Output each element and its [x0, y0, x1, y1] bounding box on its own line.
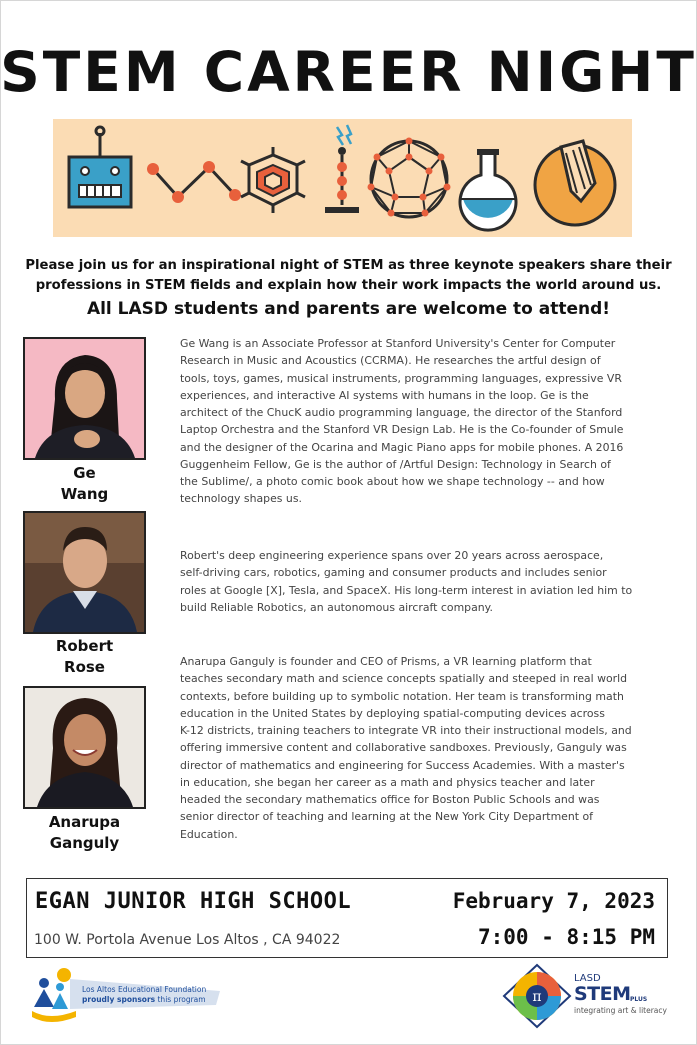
welcome-heading: All LASD students and parents are welcome to attend!	[86, 299, 611, 319]
stem-icon-banner	[53, 119, 632, 237]
flask-icon	[460, 149, 516, 230]
sponsor-name: Los Altos Educational Foundation	[82, 985, 207, 994]
intro-text	[14, 256, 683, 295]
laef-sponsor-logo	[30, 965, 230, 1025]
people-icon	[32, 978, 76, 1022]
page-title: STEM CAREER NIGHT	[0, 40, 697, 104]
school-name: EGAN JUNIOR HIGH SCHOOL	[35, 889, 352, 914]
stem-logo-tagline: integrating art & literacy	[574, 1006, 667, 1015]
speaker-photo-anarupa-ganguly	[23, 686, 146, 809]
stem-logo-plus: PLUS	[630, 996, 648, 1003]
antenna-icon	[325, 125, 359, 213]
stem-diamond-icon	[502, 963, 572, 1029]
sponsor-tagline-rest: this program	[155, 995, 206, 1004]
speaker-name-anarupa-ganguly: Anarupa Ganguly	[48, 813, 121, 852]
event-date: February 7, 2023	[452, 889, 655, 913]
speaker-photo-ge-wang	[23, 337, 146, 460]
line-graph-icon	[147, 161, 241, 203]
svg-text:π: π	[532, 989, 542, 1005]
network-sphere-icon	[368, 138, 451, 218]
speaker-name-ge-wang: Ge Wang	[60, 464, 109, 503]
intro-line-1: Please join us for an inspirational night of STEM as three keynote speakers share their	[25, 258, 672, 273]
stem-logo-district: LASD	[574, 973, 601, 984]
sponsor-tagline	[82, 995, 206, 1004]
sun-icon	[57, 968, 71, 982]
intro-line-2: professions in STEM fields and explain how their work impacts the world around us.	[35, 277, 662, 293]
pencil-circle-icon	[535, 141, 615, 225]
speaker-bio-anarupa-ganguly: Anarupa Ganguly is founder and CEO of Prisms, a VR learning platform that teaches secondary math and science concepts spatially and steeped in real world contexts, before building up to symbolic notation. Her team is transforming math education in the United States by deploying spatial-computing devices across K-12 districts, training teachers to integrate VR into their instructional models, and offering immersive content and collaborative sandboxes. Previously, Ganguly was director of mathematics and engineering for Success Academies. With a master's in education, she began her career as a math and physics teacher and later headed the secondary mathematics office for Boston Public Schools and was senior director of teaching and learning at the New York City Department of Education.	[180, 655, 632, 841]
speaker-bio-ge-wang: Ge Wang is an Associate Professor at Stanford University's Center for Computer Research in Music and Acoustics (CCRMA). He researches the artful design of tools, toys, games, musical instruments, programming languages, expressive VR experiences, and interactive AI systems with humans in the loop. Ge is the architect of the ChucK audio programming language, the director of the Stanford Laptop Orchestra and the Stanford VR Design Lab. He is the Co-founder of Smule and the designer of the Ocarina and Magic Piano apps for mobile phones. A 2016 Guggenheim Fellow, Ge is the author of /Artful Design: Technology in Search of the Sublime/, a photo comic book about how we shape technology -- and how technology shapes us.	[180, 337, 624, 506]
robot-icon	[69, 127, 131, 207]
sponsor-tagline-bold: proudly sponsors	[82, 995, 156, 1004]
speaker-bio-robert-rose: Robert's deep engineering experience spans over 20 years across aerospace, self-driving cars, robotics, gaming and consumer products and includes senior roles at Google [X], Tesla, and SpaceX. His long-term interest in aviation led him to build Reliable Robotics, an autonomous aircraft company.	[180, 549, 633, 614]
lasd-stem-plus-logo	[502, 963, 672, 1029]
speaker-name-robert-rose: Robert Rose	[55, 637, 114, 676]
school-address: 100 W. Portola Avenue Los Altos , CA 94022	[34, 932, 341, 948]
event-time: 7:00 - 8:15 PM	[477, 925, 655, 949]
stem-logo-wordmark: STEM	[574, 983, 631, 1005]
hexagon-gear-icon	[241, 147, 305, 213]
event-details-box	[26, 878, 668, 958]
speaker-photo-robert-rose	[23, 511, 146, 634]
